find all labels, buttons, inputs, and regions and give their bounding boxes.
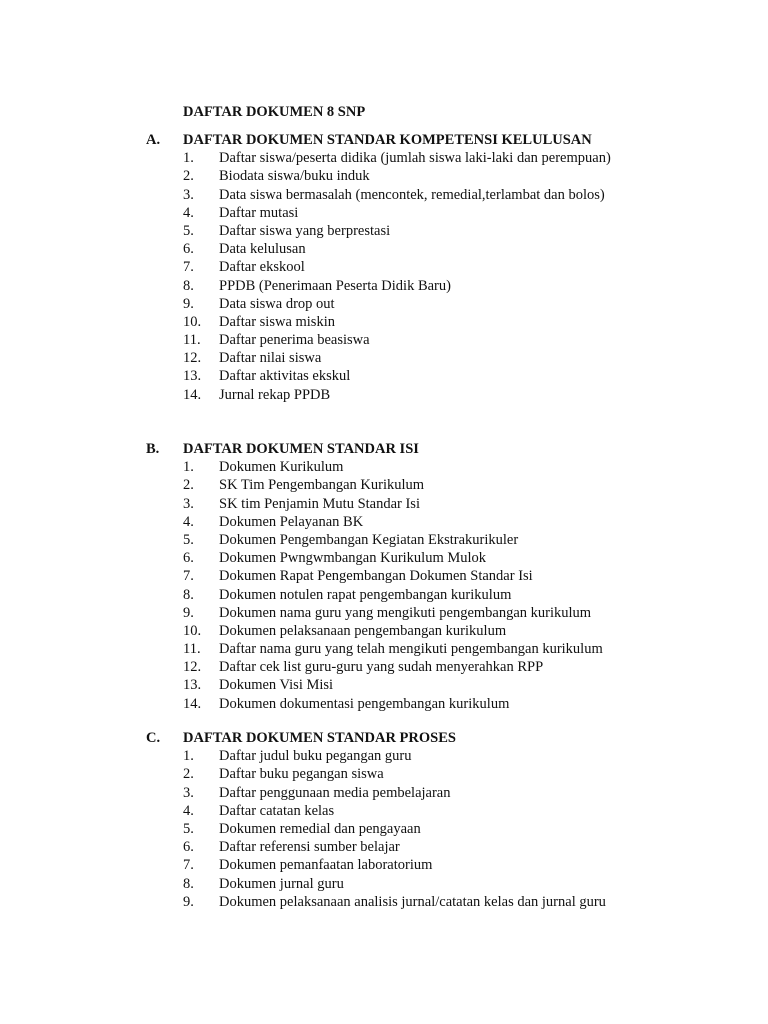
item-text: Dokumen Rapat Pengembangan Dokumen Standar Isi [219,568,533,585]
item-number: 4. [183,513,194,530]
item-text: Data siswa bermasalah (mencontek, remedial,terlambat dan bolos) [219,186,605,203]
document-title: DAFTAR DOKUMEN 8 SNP [183,104,366,120]
list-item [0,838,768,856]
item-text: Daftar judul buku pegangan guru [219,748,412,765]
item-text: Daftar ekskool [219,259,305,276]
section-heading [0,440,768,458]
item-number: 5. [183,222,194,239]
item-number: 14. [183,695,202,712]
item-text: Dokumen notulen rapat pengembangan kurikulum [219,586,512,603]
list-item [0,856,768,874]
item-number: 2. [183,168,194,185]
item-text: Daftar catatan kelas [219,802,335,819]
list-item [0,802,768,820]
item-text: Dokumen pelaksanaan analisis jurnal/catatan kelas dan jurnal guru [219,893,606,910]
list-item [0,513,768,531]
item-number: 12. [183,659,202,676]
item-number: 1. [183,748,194,765]
item-text: Daftar siswa yang berprestasi [219,222,391,239]
list-item [0,640,768,658]
item-number: 9. [183,893,194,910]
item-number: 4. [183,204,194,221]
section-heading [0,729,768,747]
item-text: Data siswa drop out [219,295,335,312]
item-number: 5. [183,820,194,837]
section-letter: C. [146,730,161,746]
item-text: Data kelulusan [219,241,306,258]
list-item [0,820,768,838]
item-text: Daftar penerima beasiswa [219,332,370,349]
item-text: Dokumen remedial dan pengayaan [219,820,421,837]
item-text: Daftar buku pegangan siswa [219,766,384,783]
item-number: 6. [183,241,194,258]
item-text: Daftar nama guru yang telah mengikuti pengembangan kurikulum [219,641,603,658]
section-standar-isi [0,440,768,713]
list-item [0,222,768,240]
section-title: DAFTAR DOKUMEN STANDAR PROSES [183,730,456,746]
section-standar-kompetensi-kelulusan [0,131,768,404]
list-item [0,531,768,549]
item-number: 8. [183,875,194,892]
section-letter: A. [146,132,161,148]
list-item [0,695,768,713]
item-number: 11. [183,332,201,349]
item-text: Dokumen Pwngwmbangan Kurikulum Mulok [219,550,487,567]
item-number: 2. [183,766,194,783]
item-text: Dokumen Visi Misi [219,677,334,694]
section-title: DAFTAR DOKUMEN STANDAR KOMPETENSI KELULUSAN [183,132,592,148]
item-number: 2. [183,477,194,494]
item-number: 3. [183,495,194,512]
document-list [0,149,768,404]
item-text: Daftar siswa miskin [219,313,335,330]
list-item [0,349,768,367]
item-number: 5. [183,531,194,548]
item-text: Daftar referensi sumber belajar [219,839,400,856]
item-text: Dokumen nama guru yang mengikuti pengembangan kurikulum [219,604,592,621]
item-number: 6. [183,839,194,856]
item-number: 8. [183,277,194,294]
list-item [0,586,768,604]
list-item [0,458,768,476]
list-item [0,204,768,222]
list-item [0,875,768,893]
list-item [0,331,768,349]
item-text: Dokumen Pelayanan BK [219,513,364,530]
item-number: 10. [183,313,202,330]
item-text: Daftar mutasi [219,204,299,221]
list-item [0,476,768,494]
item-text: Daftar siswa/peserta didika (jumlah siswa laki-laki dan perempuan) [219,150,611,167]
item-text: Daftar cek list guru-guru yang sudah menyerahkan RPP [219,659,544,676]
item-number: 7. [183,857,194,874]
item-number: 12. [183,350,202,367]
list-item [0,313,768,331]
item-number: 13. [183,368,202,385]
list-item [0,549,768,567]
list-item [0,277,768,295]
list-item [0,495,768,513]
item-number: 7. [183,568,194,585]
list-item [0,186,768,204]
list-item [0,295,768,313]
item-number: 6. [183,550,194,567]
item-number: 13. [183,677,202,694]
list-item [0,258,768,276]
list-item [0,240,768,258]
item-text: Daftar nilai siswa [219,350,322,367]
item-text: Dokumen jurnal guru [219,875,344,892]
item-number: 10. [183,622,202,639]
item-text: Dokumen Pengembangan Kegiatan Ekstrakurikuler [219,531,519,548]
list-item [0,386,768,404]
item-text: Daftar aktivitas ekskul [219,368,351,385]
section-heading [0,131,768,149]
item-number: 14. [183,386,202,403]
item-number: 7. [183,259,194,276]
section-standar-proses [0,729,768,911]
item-text: SK tim Penjamin Mutu Standar Isi [219,495,420,512]
section-title: DAFTAR DOKUMEN STANDAR ISI [183,441,419,457]
item-number: 9. [183,295,194,312]
list-item [0,765,768,783]
item-number: 9. [183,604,194,621]
item-number: 3. [183,784,194,801]
list-item [0,893,768,911]
item-number: 8. [183,586,194,603]
item-text: Dokumen pelaksanaan pengembangan kurikulum [219,622,507,639]
list-item [0,784,768,802]
list-item [0,622,768,640]
list-item [0,658,768,676]
document-list [0,458,768,713]
list-item [0,747,768,765]
list-item [0,367,768,385]
list-item [0,567,768,585]
item-text: Dokumen Kurikulum [219,459,344,476]
item-text: PPDB (Penerimaan Peserta Didik Baru) [219,277,451,294]
list-item [0,149,768,167]
item-number: 4. [183,802,194,819]
item-number: 1. [183,459,194,476]
list-item [0,604,768,622]
section-letter: B. [146,441,160,457]
item-number: 11. [183,641,201,658]
item-text: Dokumen dokumentasi pengembangan kurikulum [219,695,510,712]
item-text: Daftar penggunaan media pembelajaran [219,784,451,801]
item-number: 1. [183,150,194,167]
item-number: 3. [183,186,194,203]
item-text: Jurnal rekap PPDB [219,386,331,403]
list-item [0,167,768,185]
item-text: Dokumen pemanfaatan laboratorium [219,857,433,874]
item-text: SK Tim Pengembangan Kurikulum [219,477,425,494]
item-text: Biodata siswa/buku induk [219,168,370,185]
list-item [0,676,768,694]
document-list [0,747,768,911]
